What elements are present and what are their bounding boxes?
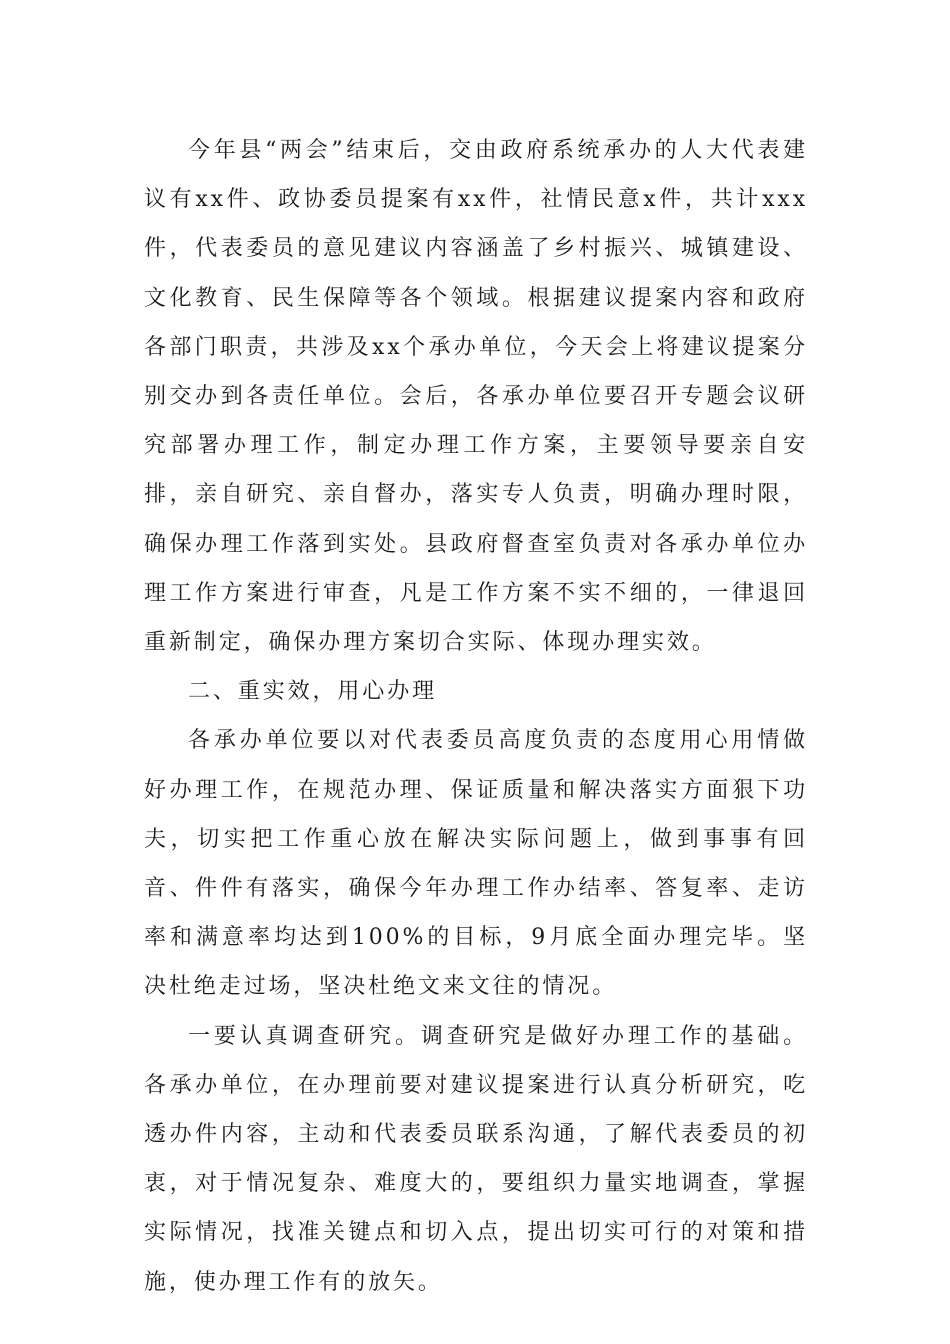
document-body bbox=[144, 126, 808, 1307]
paragraph-effectiveness: 各承办单位要以对代表委员高度负责的态度用心用情做好办理工作，在规范办理、保证质量和解决落实方面狠下功夫，切实把工作重心放在解决实际问题上，做到事事有回音、件件有落实，确保今年办理工作办结率、答复率、走访率和满意率均达到100%的目标，9月底全面办理完毕。坚决杜绝走过场，坚决杜绝文来文往的情况。 bbox=[144, 728, 808, 1000]
paragraph-assignment: 今年县“两会”结束后，交由政府系统承办的人大代表建议有xx件、政协委员提案有xx件，社情民意x件，共计xxx件，代表委员的意见建议内容涵盖了乡村振兴、城镇建设、文化教育、民生保障等各个领域。根据建议提案内容和政府各部门职责，共涉及xx个承办单位，今天会上将建议提案分别交办到各责任单位。会后，各承办单位要召开专题会议研究部署办理工作，制定办理工作方案，主要领导要亲自安排，亲自研究、亲自督办，落实专人负责，明确办理时限，确保办理工作落到实处。县政府督查室负责对各承办单位办理工作方案进行审查，凡是工作方案不实不细的，一律退回重新制定，确保办理方案切合实际、体现办理实效。 bbox=[144, 138, 808, 656]
paragraph-investigation: 一要认真调查研究。调查研究是做好办理工作的基础。各承办单位，在办理前要对建议提案进行认真分析研究，吃透办件内容，主动和代表委员联系沟通，了解代表委员的初衷，对于情况复杂、难度大的，要组织力量实地调查，掌握实际情况，找准关键点和切入点，提出切实可行的对策和措施，使办理工作有的放矢。 bbox=[144, 1023, 808, 1295]
section-heading-2: 二、重实效，用心办理 bbox=[188, 679, 438, 705]
